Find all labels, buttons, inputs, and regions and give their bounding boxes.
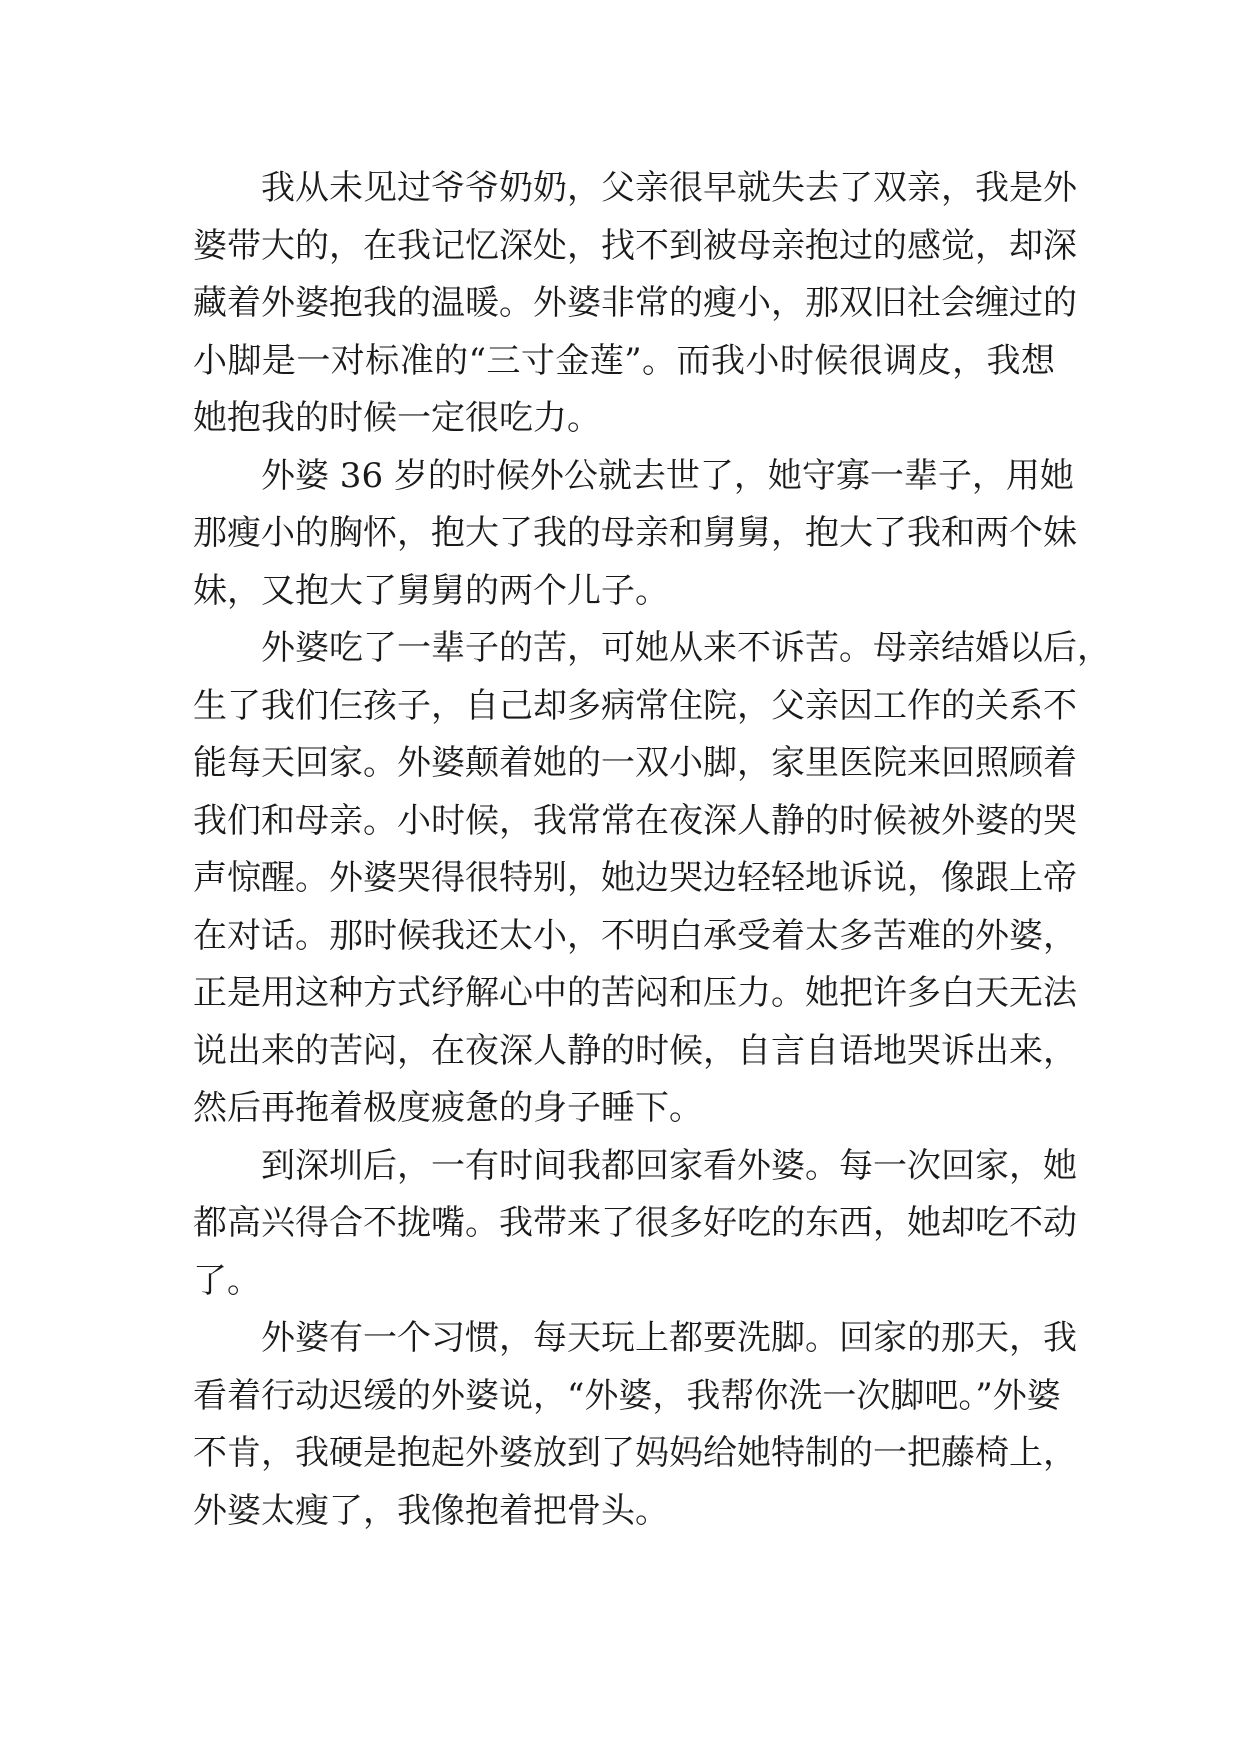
text-line: 外婆 36 岁的时候外公就去世了，她守寡一辈子，用她 <box>261 455 1074 496</box>
text-line: 她抱我的时候一定很吃力。 <box>193 398 601 438</box>
text-line: 到深圳后，一有时间我都回家看外婆。每一次回家，她 <box>261 1145 1077 1186</box>
text-line: 婆带大的，在我记忆深处，找不到被母亲抱过的感觉，却深 <box>193 225 1077 266</box>
paragraph-3 <box>193 620 1111 1138</box>
text-line: 外婆吃了一辈子的苦，可她从来不诉苦。母亲结婚以后， <box>261 628 1111 668</box>
text-line: 藏着外婆抱我的温暖。外婆非常的瘦小，那双旧社会缠过的 <box>193 283 1077 323</box>
text-line: 不肯，我硬是抱起外婆放到了妈妈给她特制的一把藤椅上， <box>193 1433 1077 1473</box>
text-line: 外婆太瘦了，我像抱着把骨头。 <box>193 1490 669 1531</box>
text-line: 看着行动迟缓的外婆说，“外婆，我帮你洗一次脚吧。”外婆 <box>193 1375 1061 1416</box>
text-line: 说出来的苦闷，在夜深人静的时候，自言自语地哭诉出来， <box>193 1030 1077 1071</box>
text-line: 了。 <box>193 1260 261 1301</box>
text-line: 我们和母亲。小时候，我常常在夜深人静的时候被外婆的哭 <box>193 800 1077 841</box>
paragraph-2 <box>193 448 1077 621</box>
text-line: 能每天回家。外婆颠着她的一双小脚，家里医院来回照顾着 <box>193 743 1077 783</box>
paragraph-5 <box>193 1310 1077 1540</box>
article-body <box>193 160 1111 1540</box>
text-line: 正是用这种方式纾解心中的苦闷和压力。她把许多白天无法 <box>193 973 1077 1013</box>
paragraph-4 <box>193 1138 1077 1311</box>
text-line: 都高兴得合不拢嘴。我带来了很多好吃的东西，她却吃不动 <box>193 1203 1077 1243</box>
text-line: 声惊醒。外婆哭得很特别，她边哭边轻轻地诉说，像跟上帝 <box>193 858 1077 898</box>
text-line: 那瘦小的胸怀，抱大了我的母亲和舅舅，抱大了我和两个妹 <box>193 513 1077 553</box>
text-line: 小脚是一对标准的“三寸金莲”。而我小时候很调皮，我想 <box>193 340 1055 381</box>
text-line: 在对话。那时候我还太小，不明白承受着太多苦难的外婆， <box>193 915 1077 956</box>
text-line: 外婆有一个习惯，每天玩上都要洗脚。回家的那天，我 <box>261 1318 1077 1358</box>
text-line: 生了我们仨孩子，自己却多病常住院，父亲因工作的关系不 <box>193 685 1077 726</box>
paragraph-1 <box>193 160 1077 448</box>
text-line: 妹，又抱大了舅舅的两个儿子。 <box>193 570 669 611</box>
text-line: 然后再拖着极度疲惫的身子睡下。 <box>193 1088 703 1128</box>
text-line: 我从未见过爷爷奶奶，父亲很早就失去了双亲，我是外 <box>261 168 1077 208</box>
